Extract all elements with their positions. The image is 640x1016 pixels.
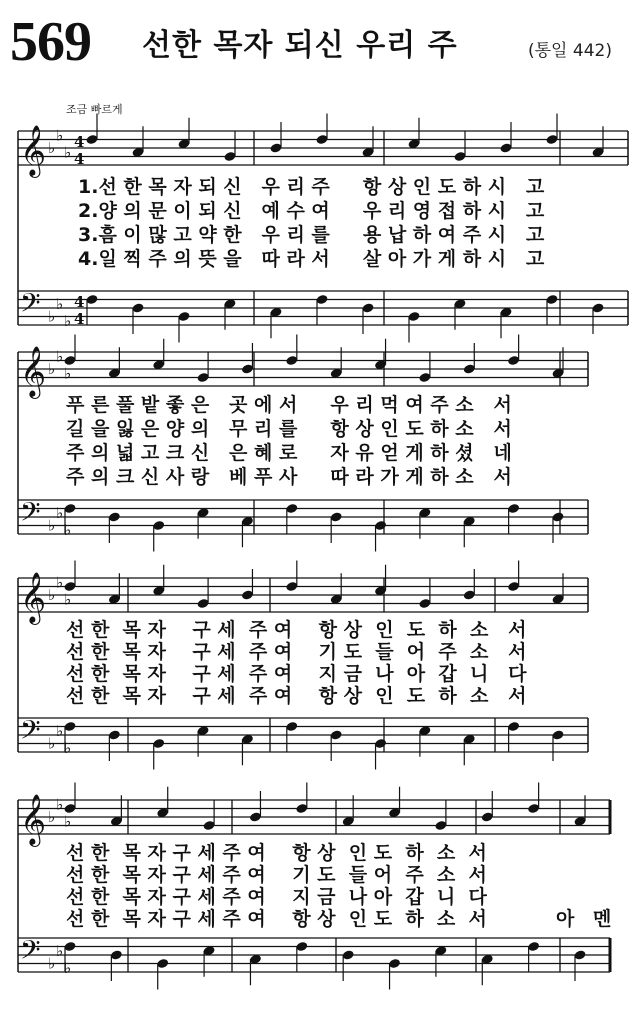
verse-2-line: 2.양 의 문 이 되 신 예 수 여 우 리 영 접 하 시 고: [78, 200, 545, 222]
verse-4-line: 선 한 목 자 구 세 주 여 항 상 인 도 하 소 서: [66, 685, 527, 707]
verse-3-line: 주 의 넓 고 크 신 은 혜 로 자 유 얻 게 하 셨 네: [66, 442, 512, 464]
verse-2-line: 선 한 목 자 구 세 주 여 기 도 들 어 주 소 서: [66, 864, 487, 886]
bass-clef-icon: 𝄢: [20, 934, 41, 972]
bass-clef-icon: 𝄢: [20, 496, 41, 534]
treble-clef-icon: 𝄞: [20, 572, 47, 623]
bass-clef-icon: 𝄢: [20, 714, 41, 752]
verse-2-line: 선 한 목 자 구 세 주 여 기 도 들 어 주 소 서: [66, 641, 527, 663]
verse-1-line: 푸 른 풀 밭 좋 은 곳 에 서 우 리 먹 여 주 소 서: [66, 394, 512, 416]
flat-icon: ♭: [56, 294, 64, 313]
verse-3-line: 3.흠 이 많 고 약 한 우 리 를 용 납 하 여 주 시 고: [78, 224, 545, 246]
flat-icon: ♭: [48, 808, 56, 826]
time-signature-lower: 4: [74, 310, 85, 328]
flat-icon: ♭: [56, 941, 64, 960]
flat-icon: ♭: [56, 721, 64, 740]
verse-3-line: 선 한 목 자 구 세 주 여 지 금 나 아 갑 니 다: [66, 886, 487, 908]
treble-clef-icon: 𝄞: [20, 794, 47, 845]
flat-icon: ♭: [48, 954, 56, 973]
hymn-number: 569: [10, 11, 91, 73]
flat-icon: ♭: [48, 734, 56, 753]
verse-1-line: 1.선 한 목 자 되 신 우 리 주 항 상 인 도 하 시 고: [78, 176, 545, 198]
time-signature-upper: 4: [74, 133, 85, 151]
flat-icon: ♭: [64, 143, 72, 162]
time-signature-lower: 4: [74, 150, 85, 168]
treble-clef-icon: 𝄞: [20, 346, 47, 397]
time-signature-upper: 4: [74, 293, 85, 311]
verse-3-line: 선 한 목 자 구 세 주 여 지 금 나 아 갑 니 다: [66, 663, 527, 685]
flat-icon: ♭: [56, 347, 64, 366]
verse-4-line: 4.일 찍 주 의 뜻 을 따 라 서 살 아 가 게 하 시 고: [78, 248, 545, 270]
unified-hymnal-number: (통일 442): [528, 41, 612, 61]
flat-icon: ♭: [48, 307, 56, 326]
flat-icon: ♭: [64, 958, 72, 977]
verse-1-line: 선 한 목 자 구 세 주 여 항 상 인 도 하 소 서: [66, 842, 487, 864]
flat-icon: ♭: [56, 126, 64, 145]
flat-icon: ♭: [56, 503, 64, 522]
amen-label: 아 멘: [556, 908, 618, 930]
verse-4-line: 주 의 크 신 사 랑 베 푸 사 따 라 가 게 하 소 서: [66, 466, 512, 488]
flat-icon: ♭: [48, 139, 56, 157]
treble-clef-icon: 𝄞: [20, 125, 47, 176]
verse-4-line: 선 한 목 자 구 세 주 여 항 상 인 도 하 소 서: [66, 908, 487, 930]
flat-icon: ♭: [48, 586, 56, 604]
bass-clef-icon: 𝄢: [20, 287, 41, 325]
flat-icon: ♭: [48, 516, 56, 535]
flat-icon: ♭: [64, 520, 72, 539]
flat-icon: ♭: [64, 311, 72, 330]
flat-icon: ♭: [64, 590, 72, 609]
tempo-marking: 조금 빠르게: [66, 103, 123, 116]
flat-icon: ♭: [64, 364, 72, 383]
verse-1-line: 선 한 목 자 구 세 주 여 항 상 인 도 하 소 서: [66, 619, 527, 641]
flat-icon: ♭: [48, 360, 56, 378]
verse-2-line: 길 을 잃 은 양 의 무 리 를 항 상 인 도 하 소 서: [66, 418, 512, 440]
flat-icon: ♭: [64, 738, 72, 757]
flat-icon: ♭: [64, 812, 72, 831]
flat-icon: ♭: [56, 795, 64, 814]
hymn-title: 선한 목자 되신 우리 주: [142, 28, 458, 63]
flat-icon: ♭: [56, 573, 64, 592]
